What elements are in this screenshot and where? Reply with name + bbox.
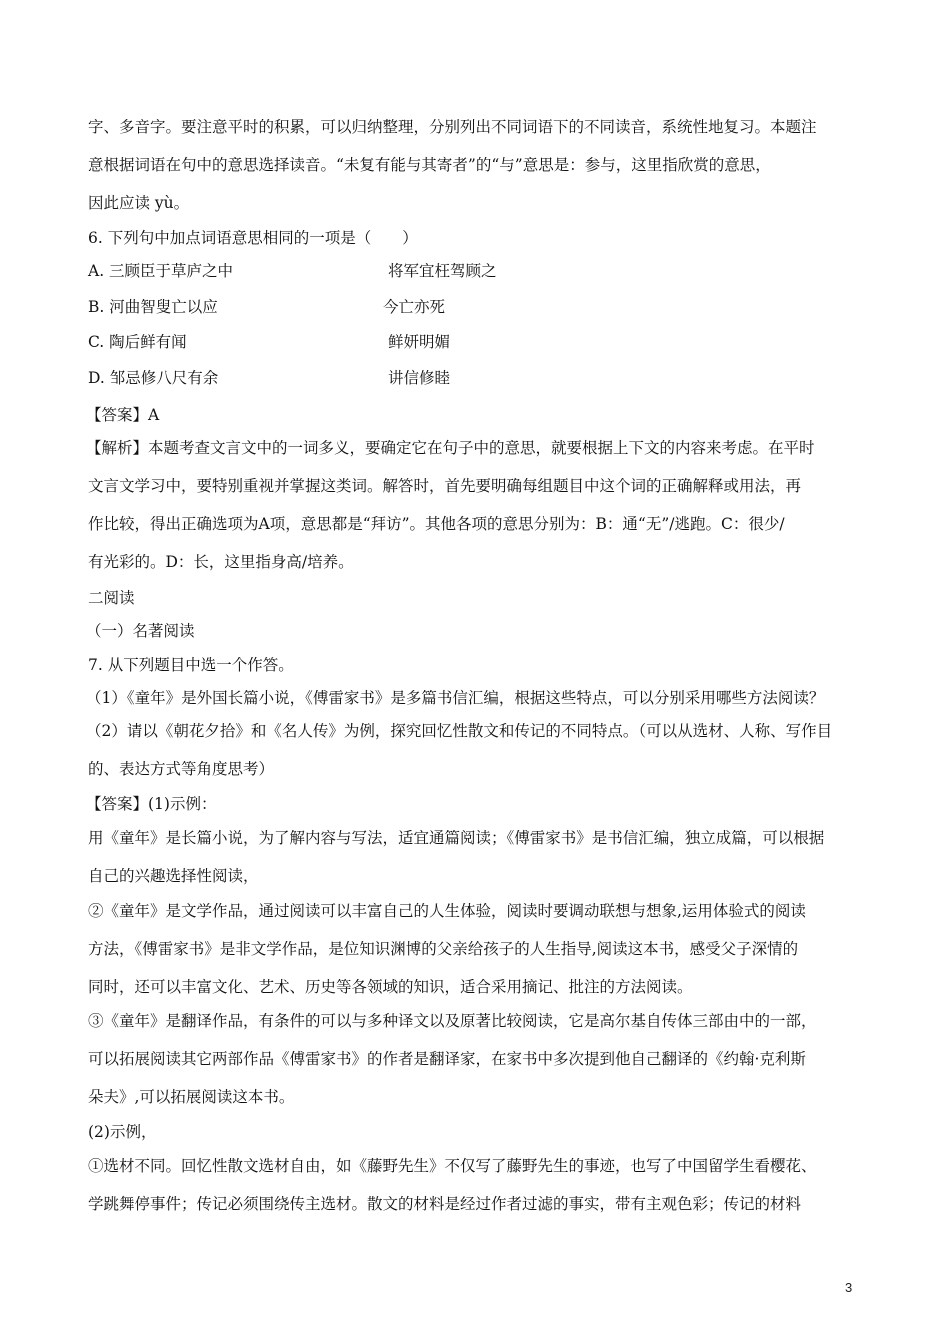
analysis-line: 【解析】本题考查文言文中的一词多义，要确定它在句子中的意思，就要根据上下文的内容来考虑。在平时: [86, 439, 815, 457]
text-line: 意根据词语在句中的意思选择读音。“未复有能与其寄者”的“与”意思是：参与，这里指欣赏的意思，: [88, 156, 771, 174]
answer-6: 【答案】A: [86, 406, 160, 424]
option-a-right: 将军宜枉驾顾之: [388, 262, 497, 280]
text-line: 的、表达方式等角度思考）: [88, 760, 275, 778]
text-line: 方法，《傅雷家书》是非文学作品，是位知识渊博的父亲给孩子的人生指导,阅读这本书，感受父子深情的: [88, 940, 799, 958]
question-7-part-1: （1）《童年》是外国长篇小说，《傅雷家书》是多篇书信汇编，根据这些特点，可以分别采用哪些方法阅读？: [86, 689, 825, 707]
text-line: 因此应读 yù。: [88, 194, 190, 212]
text-line: 自己的兴趣选择性阅读，: [88, 867, 259, 885]
text-line: 可以拓展阅读其它两部作品《傅雷家书》的作者是翻译家，在家书中多次提到他自己翻译的《约翰·克利斯: [88, 1050, 806, 1068]
text-line: 同时，还可以丰富文化、艺术、历史等各领域的知识，适合采用摘记、批注的方法阅读。: [88, 978, 693, 996]
option-d-right: 讲信修睦: [388, 369, 451, 387]
option-c-left: C. 陶后鲜有闻: [88, 333, 187, 351]
option-c-right: 鲜妍明媚: [388, 333, 451, 351]
option-a-left: A. 三顾臣于草庐之中: [88, 262, 234, 280]
text-line: ③《童年》是翻译作品，有条件的可以与多种译文以及原著比较阅读，它是高尔基自传体三部由中的一部，: [88, 1012, 817, 1030]
answer-7: 【答案】(1)示例：: [86, 795, 217, 813]
section-heading: 二阅读: [88, 589, 135, 607]
text-line: 用《童年》是长篇小说，为了解内容与写法，适宜通篇阅读；《傅雷家书》是书信汇编，独立成篇，可以根据: [88, 829, 825, 847]
analysis-line: 作比较，得出正确选项为A项，意思都是“拜访”。其他各项的意思分别为：B：通“无”/逃跑。C：很少/: [88, 515, 785, 533]
option-b-right: 今亡亦死: [383, 298, 446, 316]
subsection-heading: （一）名著阅读: [86, 622, 195, 640]
analysis-line: 有光彩的。D：长，这里指身高/培养。: [88, 553, 354, 571]
text-line: ②《童年》是文学作品，通过阅读可以丰富自己的人生体验，阅读时要调动联想与想象,运用体验式的阅读: [88, 902, 806, 920]
option-b-left: B. 河曲智叟亡以应: [88, 298, 218, 316]
text-line: 朵夫》,可以拓展阅读这本书。: [88, 1088, 295, 1106]
analysis-line: 文言文学习中，要特别重视并掌握这类词。解答时，首先要明确每组题目中这个词的正确解释或用法，再: [88, 477, 802, 495]
page-number: 3: [845, 1280, 853, 1295]
text-line: 字、多音字。要注意平时的积累，可以归纳整理，分别列出不同词语下的不同读音，系统性地复习。本题注: [88, 118, 817, 136]
question-6: 6. 下列句中加点词语意思相同的一项是（ ）: [88, 229, 418, 247]
question-7-part-2: （2）请以《朝花夕拾》和《名人传》为例，探究回忆性散文和传记的不同特点。（可以从选材、人称、写作目: [86, 722, 833, 740]
option-d-left: D. 邹忌修八尺有余: [88, 369, 219, 387]
text-line: ①选材不同。回忆性散文选材自由，如《藤野先生》不仅写了藤野先生的事迹，也写了中国留学生看樱花、: [88, 1157, 817, 1175]
text-line: (2)示例，: [88, 1123, 157, 1141]
question-7: 7. 从下列题目中选一个作答。: [88, 656, 294, 674]
text-line: 学跳舞停事件；传记必须围绕传主选材。散文的材料是经过作者过滤的事实，带有主观色彩；传记的材料: [88, 1195, 802, 1213]
